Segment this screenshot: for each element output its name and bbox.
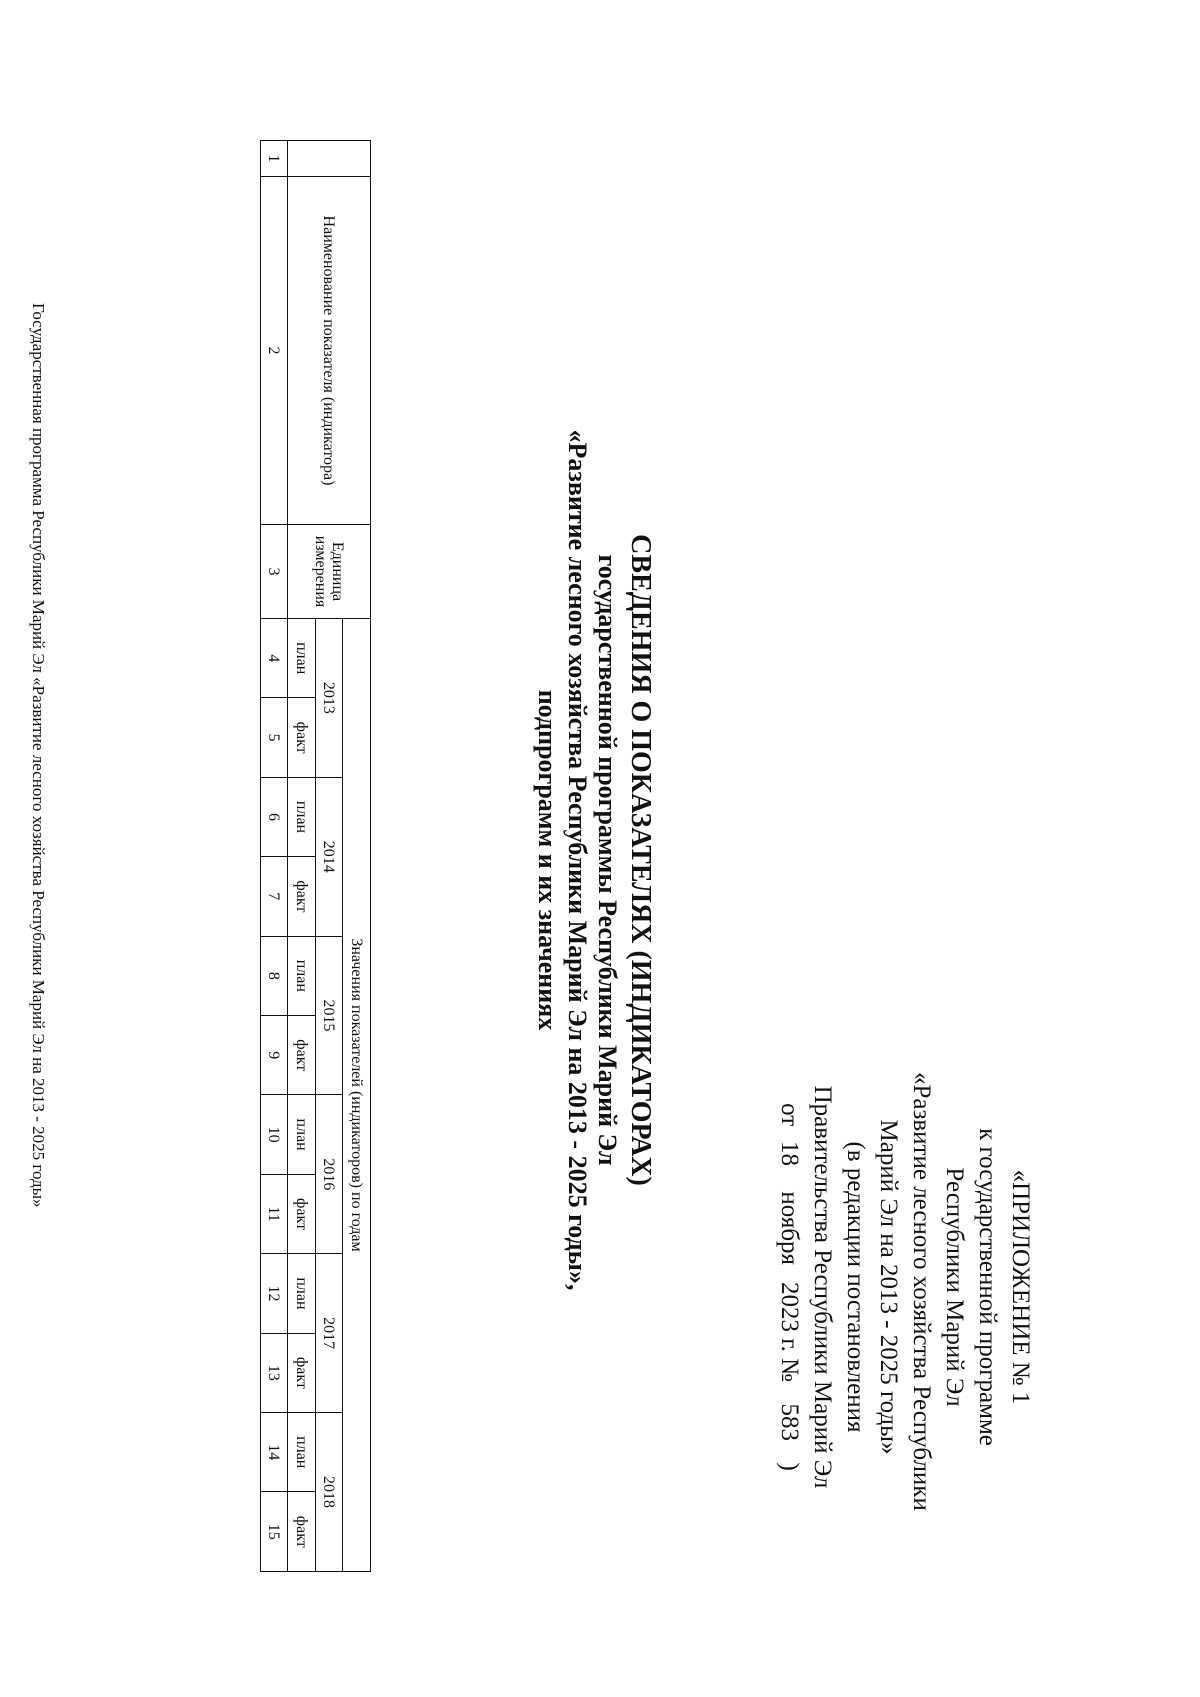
program-section-title: Государственная программа Республики Марий Эл «Развитие лесного хозяйства Республики Марий Эл на 2013 - 2025 годы» <box>29 303 48 1208</box>
year-header: 2016 <box>316 1095 343 1254</box>
year-header: 2018 <box>316 1413 343 1572</box>
plan-header: план <box>288 619 316 698</box>
column-number: 9 <box>261 1016 288 1095</box>
column-number: 2 <box>261 177 288 525</box>
year-header: 2015 <box>316 936 343 1095</box>
fact-header: факт <box>288 1333 316 1412</box>
column-number: 1 <box>261 141 288 177</box>
column-number: 14 <box>261 1413 288 1492</box>
title-main: СВЕДЕНИЯ О ПОКАЗАТЕЛЯХ (ИНДИКАТОРАХ) <box>625 534 656 1186</box>
column-number: 13 <box>261 1333 288 1412</box>
date-month: ноября <box>776 1191 803 1266</box>
column-number: 5 <box>261 698 288 777</box>
header-name: Наименование показателя (индикатора) <box>288 177 371 525</box>
appendix-line: Марий Эл на 2013 - 2025 годы» <box>875 1119 902 1455</box>
column-number: 6 <box>261 777 288 856</box>
fact-header: факт <box>288 1492 316 1572</box>
appendix-line: (в редакции постановления <box>842 1141 869 1433</box>
year-header: 2017 <box>316 1254 343 1413</box>
document-title <box>532 380 655 1340</box>
plan-header: план <box>288 1254 316 1333</box>
column-number: 4 <box>261 619 288 698</box>
column-number: 11 <box>261 1174 288 1253</box>
appendix-date-line <box>773 1072 806 1502</box>
column-number: 3 <box>261 525 288 619</box>
fact-header: факт <box>288 857 316 936</box>
plan-header: план <box>288 777 316 856</box>
date-prefix: от <box>776 1103 803 1127</box>
plan-header: план <box>288 1095 316 1174</box>
plan-header: план <box>288 936 316 1015</box>
column-number: 8 <box>261 936 288 1015</box>
date-year: 2023 г. № <box>776 1281 803 1383</box>
appendix-line: «ПРИЛОЖЕНИЕ № 1 <box>1007 1169 1034 1405</box>
column-number: 7 <box>261 857 288 936</box>
appendix-line: «Развитие лесного хозяйства Республики <box>908 1072 935 1511</box>
appendix-line: Республики Марий Эл <box>941 1167 968 1407</box>
title-line: подпрограмм и их значениях <box>533 689 562 1031</box>
header-unit: Единица измерения <box>288 525 371 619</box>
appendix-line: к государственной программе <box>974 1128 1001 1446</box>
column-number: 10 <box>261 1095 288 1174</box>
fact-header: факт <box>288 698 316 777</box>
header-values: Значения показателей (индикаторов) по годам <box>343 619 371 1572</box>
appendix-header <box>773 1072 1037 1511</box>
plan-header: план <box>288 1413 316 1492</box>
header-num-cell <box>288 141 371 177</box>
date-suffix: ) <box>776 1462 803 1471</box>
date-number: 583 <box>776 1403 803 1442</box>
indicators-table <box>260 140 371 1572</box>
fact-header: факт <box>288 1174 316 1253</box>
column-number: 12 <box>261 1254 288 1333</box>
fact-header: факт <box>288 1016 316 1095</box>
column-number: 15 <box>261 1492 288 1572</box>
year-header: 2013 <box>316 619 343 778</box>
title-line: «Развитие лесного хозяйства Республики Марий Эл на 2013 - 2025 годы», <box>563 429 592 1291</box>
date-day: 18 <box>776 1140 803 1166</box>
title-line: государственной программы Республики Марий Эл <box>593 554 622 1166</box>
appendix-line: Правительства Республики Марий Эл <box>809 1085 836 1489</box>
year-header: 2014 <box>316 777 343 936</box>
